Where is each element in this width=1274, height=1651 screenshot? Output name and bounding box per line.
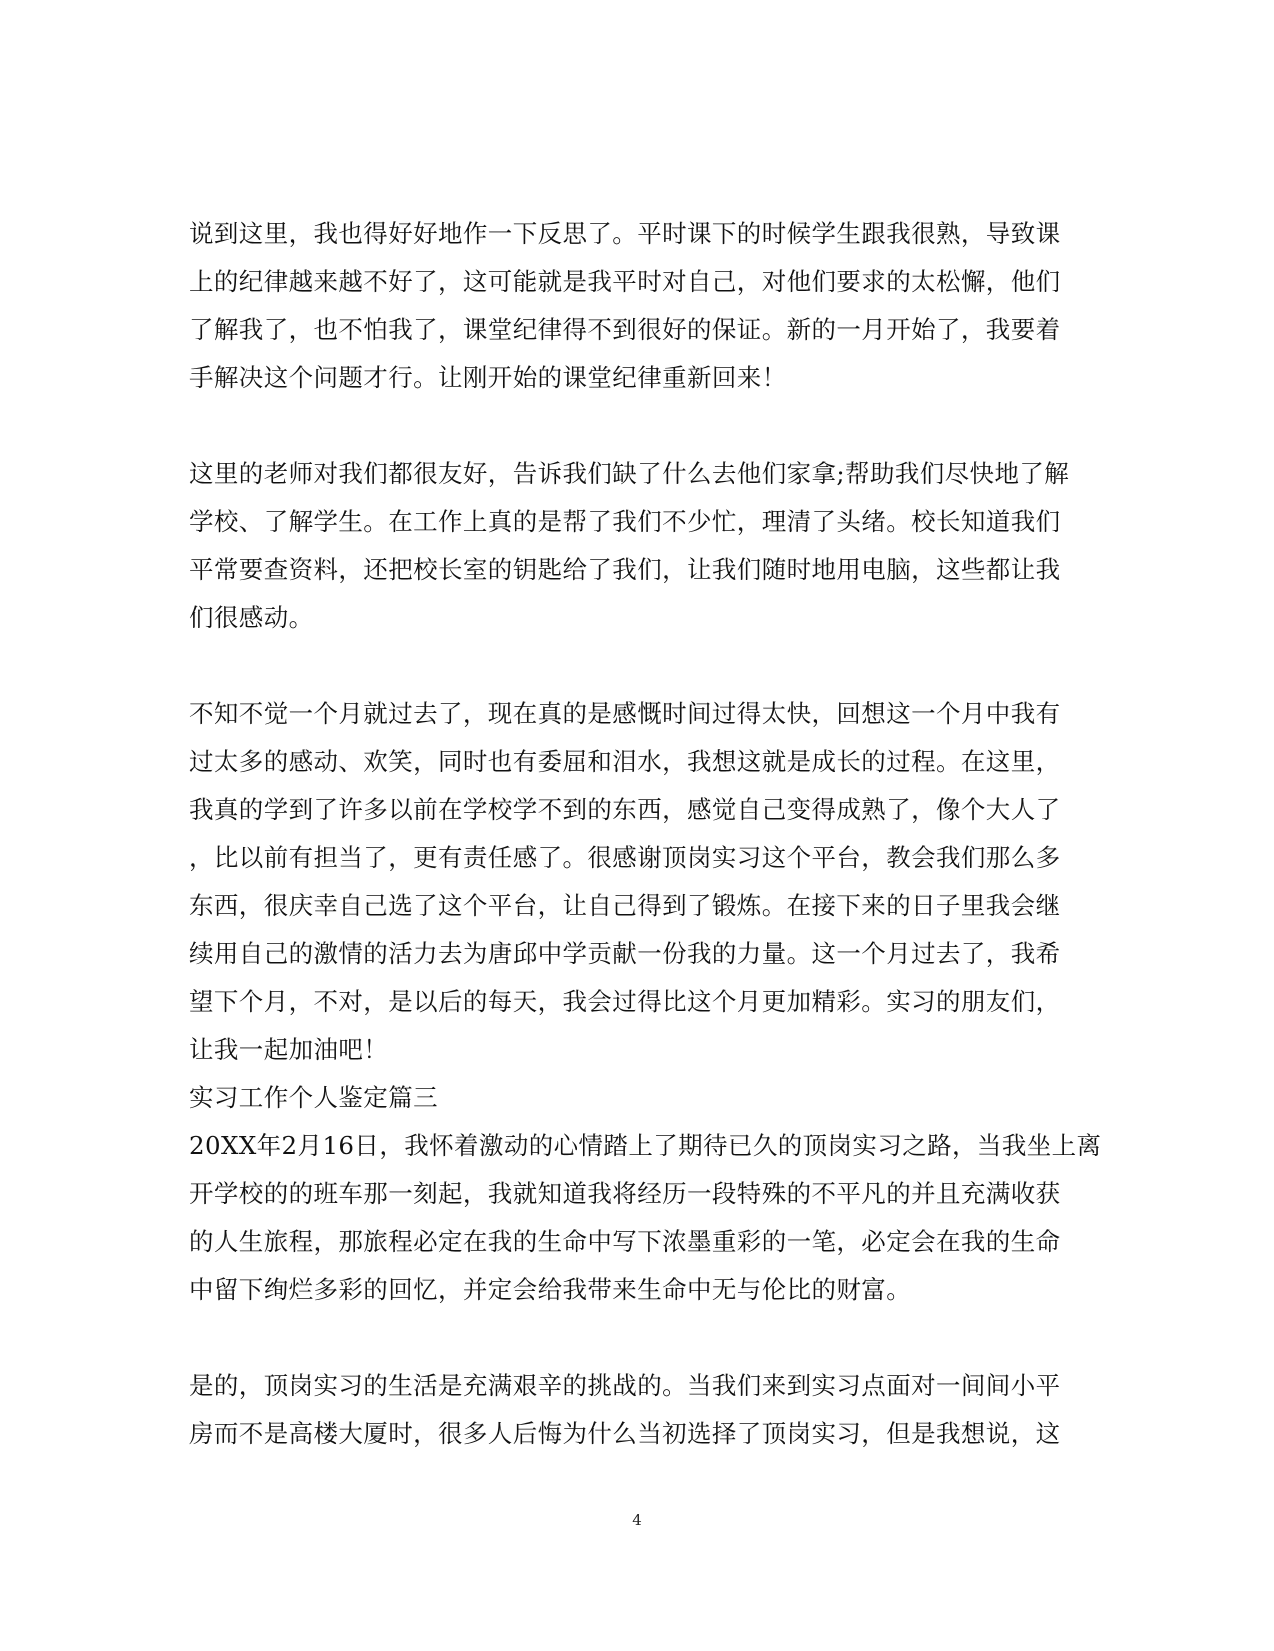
text-line: 了解我了，也不怕我了，课堂纪律得不到很好的保证。新的一月开始了，我要着 (189, 315, 1061, 344)
text-line: ，比以前有担当了，更有责任感了。很感谢顶岗实习这个平台，教会我们那么多 (189, 843, 1061, 872)
text-line: 手解决这个问题才行。让刚开始的课堂纪律重新回来！ (189, 363, 787, 392)
text-line: 让我一起加油吧！ (189, 1035, 389, 1064)
text-line: 望下个月，不对，是以后的每天，我会过得比这个月更加精彩。实习的朋友们， (189, 987, 1061, 1016)
document-body (189, 210, 1102, 1458)
text-line: 房而不是高楼大厦时，很多人后悔为什么当初选择了顶岗实习，但是我想说，这 (189, 1419, 1061, 1448)
text-line: 学校、了解学生。在工作上真的是帮了我们不少忙，理清了头绪。校长知道我们 (189, 507, 1061, 536)
text-line: 我真的学到了许多以前在学校学不到的东西，感觉自己变得成熟了，像个大人了 (189, 795, 1061, 824)
page-number: 4 (632, 1511, 642, 1529)
text-line: 这里的老师对我们都很友好，告诉我们缺了什么去他们家拿;帮助我们尽快地了解 (189, 459, 1070, 488)
paragraph (189, 210, 1084, 402)
text-line: 续用自己的激情的活力去为唐邱中学贡献一份我的力量。这一个月过去了，我希 (189, 939, 1061, 968)
text-line: 们很感动。 (189, 603, 314, 632)
text-line: 的人生旅程，那旅程必定在我的生命中写下浓墨重彩的一笔，必定会在我的生命 (189, 1227, 1061, 1256)
text-line: 过太多的感动、欢笑，同时也有委屈和泪水，我想这就是成长的过程。在这里， (189, 747, 1061, 776)
section-heading: 实习工作个人鉴定篇三 (189, 1083, 438, 1112)
text-line: 开学校的的班车那一刻起，我就知道我将经历一段特殊的不平凡的并且充满收获 (189, 1179, 1061, 1208)
text-line: 是的，顶岗实习的生活是充满艰辛的挑战的。当我们来到实习点面对一间间小平 (189, 1371, 1061, 1400)
text-line: 不知不觉一个月就过去了，现在真的是感慨时间过得太快，回想这一个月中我有 (189, 699, 1061, 728)
paragraph (189, 1362, 1084, 1458)
paragraph-spacer (189, 1314, 1084, 1362)
paragraph (189, 690, 1084, 1074)
text-line: 20XX年2月16日，我怀着激动的心情踏上了期待已久的顶岗实习之路，当我坐上离 (189, 1131, 1102, 1160)
paragraph (189, 450, 1084, 642)
paragraph-spacer (189, 402, 1084, 450)
text-line: 平常要查资料，还把校长室的钥匙给了我们，让我们随时地用电脑，这些都让我 (189, 555, 1061, 584)
text-line: 中留下绚烂多彩的回忆，并定会给我带来生命中无与伦比的财富。 (189, 1275, 912, 1304)
paragraph-spacer (189, 642, 1084, 690)
text-line: 东西，很庆幸自己选了这个平台，让自己得到了锻炼。在接下来的日子里我会继 (189, 891, 1061, 920)
text-line: 说到这里，我也得好好地作一下反思了。平时课下的时候学生跟我很熟，导致课 (189, 219, 1061, 248)
paragraph (189, 1122, 1102, 1314)
text-line: 上的纪律越来越不好了，这可能就是我平时对自己，对他们要求的太松懈，他们 (189, 267, 1061, 296)
